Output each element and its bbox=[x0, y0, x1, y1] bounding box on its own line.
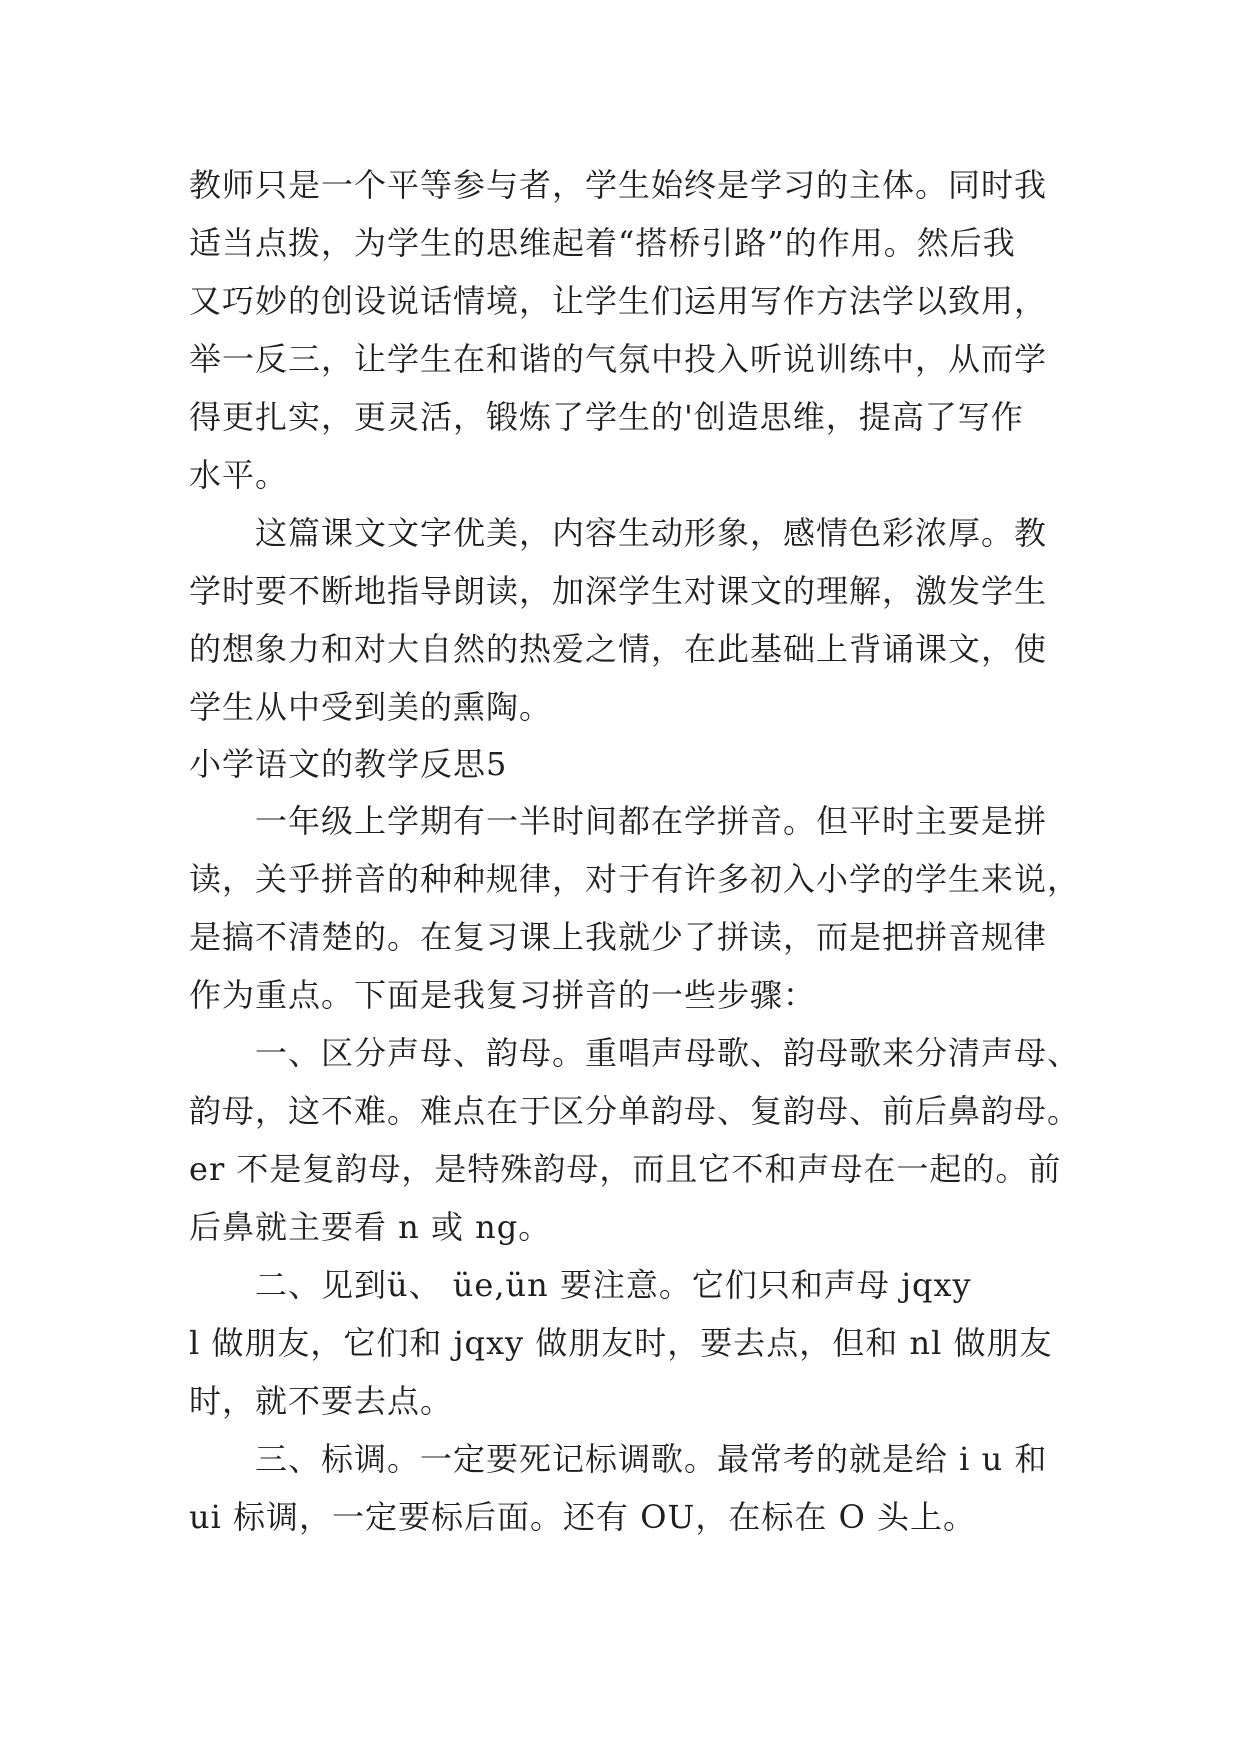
text-line: 一、区分声母、韵母。重唱声母歌、韵母歌来分清声母、 bbox=[255, 1034, 1081, 1072]
text-line: 学时要不断地指导朗读，加深学生对课文的理解，激发学生 bbox=[189, 572, 1048, 610]
text-line: 一年级上学期有一半时间都在学拼音。但平时主要是拼 bbox=[255, 802, 1048, 840]
text-line: ui 标调，一定要标后面。还有 OU，在标在 O 头上。 bbox=[189, 1498, 976, 1536]
document-body bbox=[189, 156, 1081, 1546]
text-line: 教师只是一个平等参与者，学生始终是学习的主体。同时我 bbox=[189, 166, 1048, 204]
text-line: 水平。 bbox=[189, 456, 289, 494]
text-line: 这篇课文文字优美，内容生动形象，感情色彩浓厚。教 bbox=[255, 514, 1048, 552]
paragraph-text-beauty bbox=[189, 504, 1069, 736]
text-line: 举一反三，让学生在和谐的气氛中投入听说训练中，从而学 bbox=[189, 340, 1048, 378]
text-line: 作为重点。下面是我复习拼音的一些步骤： bbox=[189, 976, 817, 1014]
text-line: 后鼻就主要看 n 或 ng。 bbox=[189, 1208, 552, 1246]
paragraph-pinyin-intro bbox=[189, 792, 1081, 1024]
text-line: 得更扎实，更灵活，锻炼了学生的'创造思维，提高了写作 bbox=[189, 398, 1024, 436]
text-line: 二、见到ü、 üe,ün 要注意。它们只和声母 jqxy bbox=[255, 1266, 972, 1304]
section-title: 小学语文的教学反思5 bbox=[189, 745, 508, 783]
text-line: 是搞不清楚的。在复习课上我就少了拼读，而是把拼音规律 bbox=[189, 918, 1048, 956]
text-line: l 做朋友，它们和 jqxy 做朋友时，要去点，但和 nl 做朋友 bbox=[189, 1324, 1053, 1362]
text-line: 时，就不要去点。 bbox=[189, 1382, 454, 1420]
paragraph-step-one bbox=[189, 1024, 1081, 1256]
text-line: 三、标调。一定要死记标调歌。最常考的就是给 i u 和 bbox=[255, 1440, 1048, 1478]
paragraph-step-three bbox=[189, 1430, 1069, 1546]
paragraph-teacher-role bbox=[189, 156, 1069, 504]
text-line: 又巧妙的创设说话情境，让学生们运用写作方法学以致用， bbox=[189, 282, 1048, 320]
text-line: 读，关乎拼音的种种规律，对于有许多初入小学的学生来说， bbox=[189, 860, 1081, 898]
text-line: 学生从中受到美的熏陶。 bbox=[189, 688, 553, 726]
text-line: 韵母，这不难。难点在于区分单韵母、复韵母、前后鼻韵母。 bbox=[189, 1092, 1081, 1130]
paragraph-step-two bbox=[189, 1256, 1069, 1430]
text-line: 适当点拨，为学生的思维起着“搭桥引路”的作用。然后我 bbox=[189, 224, 1016, 262]
text-line: 的想象力和对大自然的热爱之情，在此基础上背诵课文，使 bbox=[189, 630, 1048, 668]
text-line: er 不是复韵母，是特殊韵母，而且它不和声母在一起的。前 bbox=[189, 1150, 1062, 1188]
